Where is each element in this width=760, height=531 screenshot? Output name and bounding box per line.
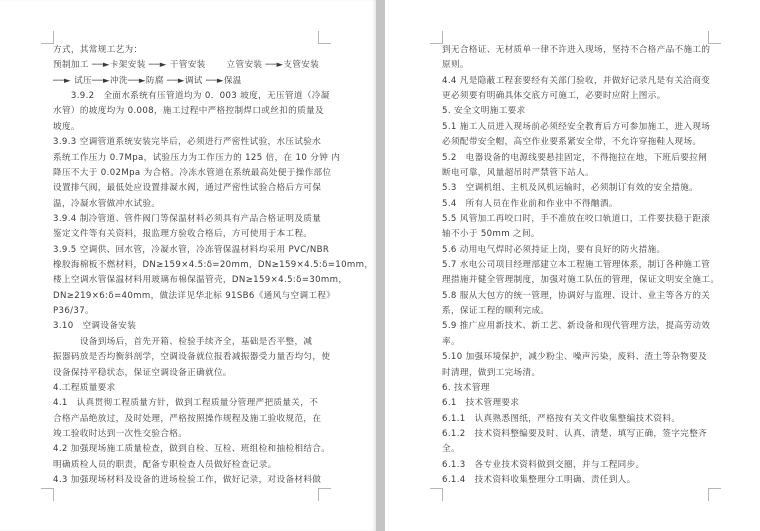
text-line: 4.工程质量要求 (53, 382, 116, 393)
margin-corner-mark (41, 31, 54, 44)
text-line: 6.1 技术管理要求 (442, 398, 520, 409)
text-line: 5.4 所有人员在作业前和作业中不得酗酒。 (442, 198, 618, 209)
document-page-left (0, 0, 376, 531)
text-line: 5.5 风管加工再咬口时，手不准放在咬口轨道口，工件要扶稳于距滚 (442, 213, 711, 224)
text-line: 原则。 (442, 60, 469, 71)
text-line: 预制加工 ──►卡架安装 ──► 干管安装 立管安装 ──►支管安装 (53, 60, 320, 71)
text-line: 3.9.4 制冷管道、管件阀门等保温材料必须具有产品合格证明及质量 (53, 213, 322, 224)
text-line: 5.7 水电公司项目经理部建立本工程施工管理体系，制订各种施工管 (442, 260, 711, 271)
text-line: 4.1 认真贯彻工程质量方针，做到工程质量分管理严把质量关，不 (53, 398, 319, 409)
page-gutter (376, 0, 385, 531)
text-line: 合格产品绝放过，及时处理，严格按照操作规程及施工验收规范，在 (53, 413, 322, 424)
text-line: 5.8 服从大包方的统一管理，协调好与监理、设计、业主等各方的关 (442, 290, 711, 301)
text-line: 5. 安全文明施工要求 (442, 106, 526, 117)
text-line: 5.9 推广应用新技术、新工艺、新设备和现代管理方法，提高劳动效 (442, 321, 711, 332)
text-line: 6.1.1 认真熟悉图纸，严格按有关文件收集整编技术资料。 (442, 413, 681, 424)
text-line: 5.3 空调机组、主机及风机运输时，必须制订有效的安全措施。 (442, 183, 699, 194)
text-line: 坡度。 (53, 121, 80, 132)
text-line: 3.9.2 全面水系统有压管道均为 0．003 坡度，无压管道（冷凝 (53, 91, 330, 102)
margin-corner-mark (430, 488, 443, 501)
document-page-right (385, 0, 760, 531)
text-line: 断电可靠，风量超吊时严禁管下站人。 (442, 167, 595, 178)
text-line: DN≥219×6:δ=40mm，做法详见华北标 91SB6《通风与空调工程》 (53, 290, 336, 301)
text-line: P36/37。 (53, 306, 94, 317)
text-line: 5.6 动用电气焊时必须持证上岗，要有良好的防火措施。 (442, 244, 666, 255)
text-line: 6.1.3 各专业技术资料做到交圈，并与工程同步。 (442, 459, 645, 470)
text-line: 方式，其常规工艺为： (53, 45, 143, 55)
margin-corner-mark (708, 488, 721, 501)
text-line: 5.2 电器设备的电源线要悬挂固定，不得拖拉在地，下班后要拉闸 (442, 152, 708, 163)
text-line: 更必须要有明确具体交底方可施工，必要时应附上图示。 (442, 91, 666, 102)
text-line: 3.9.3 空调管道系统安装完毕后，必须进行严密性试验，水压试验水 (53, 137, 322, 148)
text-line: 4.3 加强现场材料及设备的进场检验工作，做好记录，对设备材料做 (53, 475, 322, 486)
margin-corner-mark (41, 488, 54, 501)
text-line: 系，保证工程的顺利完成。 (442, 306, 550, 317)
text-line: 设备到场后，首先开箱、检验手续齐全，基础是否平整，减 (53, 336, 313, 347)
text-line: 全。 (442, 444, 460, 455)
margin-corner-mark (318, 31, 331, 44)
text-line: 温，冷凝水管做冲水试验。 (53, 198, 161, 209)
text-line: 4.2 加强现场施工质量检查，做到自检、互检、班组检和抽检相结合。 (53, 444, 331, 455)
text-line: 6.1.2 技术资料整编要及时、认真、清楚、填写正确，签字完整齐 (442, 429, 708, 439)
text-line: 轴不小于 50mm 之间。 (442, 229, 540, 240)
text-line: 必须配带安全帽，高空作业要系紧安全带，不允许穿拖鞋人现场。 (442, 137, 702, 148)
text-line: 设备保持平稳状态，保证空调设备正确就位。 (53, 367, 232, 378)
margin-corner-mark (430, 31, 443, 44)
text-line: 到无合格证、无材质单一律不许进入现场，坚持不合格产品不施工的 (442, 45, 711, 55)
text-line: 水管）的坡度均为 0.008，施工过程中严格控制焊口或丝扣的质量及 (53, 106, 324, 117)
margin-corner-mark (708, 31, 721, 44)
text-line: 3.9.5 空调供、回水管，冷凝水管，冷冻管保温材料均采用 PVC/NBR (53, 244, 330, 255)
text-line: 时清理，做到工完场清。 (442, 367, 541, 378)
text-line: ──► 试压──►冲洗──►防腐 ──►调试 ──►保温 (53, 75, 242, 86)
text-line: 3.10 空调设备安装 (53, 321, 137, 332)
text-line: 6.1.4 技术资料收集整理分工明确、责任到人。 (442, 475, 636, 486)
text-line: 5.1 施工人员进入现场前必须经安全教育后方可参加施工，进入现场 (442, 121, 711, 132)
text-line: 明确质检人员的职责，配备专职检查人员做好检查记录。 (53, 459, 277, 470)
margin-corner-mark (318, 488, 331, 501)
text-line: 理措施并健全管理制度，加强对施工队伍的管理，保证文明安全施工。 (442, 275, 720, 286)
text-line: 降压不大于 0.02Mpa 为合格。冷冻水管道在系统最高处便于操作部位 (53, 167, 332, 178)
text-line: 4.4 凡是隐蔽工程套要经有关部门验收，并做好记录凡是有关洽商变 (442, 75, 711, 86)
text-line: 6. 技术管理 (442, 382, 490, 393)
text-line: 鉴定文件等有关资料，报监理方验收合格后，方可使用于本工程。 (53, 229, 313, 240)
text-line: 橡胶海棉板不燃材料，DN≥159×4.5:δ=20mm，DN≥159×4.5:δ=10mm， (53, 260, 374, 271)
text-line: 振器码放是否均衡斜剖学，空调设备就位报看减振器受力量否均匀，使 (53, 352, 331, 363)
text-line: 设置排气阀，最低处应设置排凝水阀，通过严密性试验合格后方可保 (53, 183, 322, 194)
text-line: 5.10 加强环境保护，减少粉尘、噪声污染，废料、渣土等杂物要及 (442, 352, 708, 363)
text-line: 竣工验收时达到一次性交验合格。 (53, 429, 188, 439)
text-line: 率。 (442, 336, 460, 347)
text-line: 楼上空调水管保温材料用玻璃布棉保温管壳，DN≥159×4.5:δ=30mm， (53, 275, 348, 286)
text-line: 系统工作压力 0.7Mpa，试验压力为工作压力的 125 倍，在 10 分钟 内 (53, 152, 341, 163)
